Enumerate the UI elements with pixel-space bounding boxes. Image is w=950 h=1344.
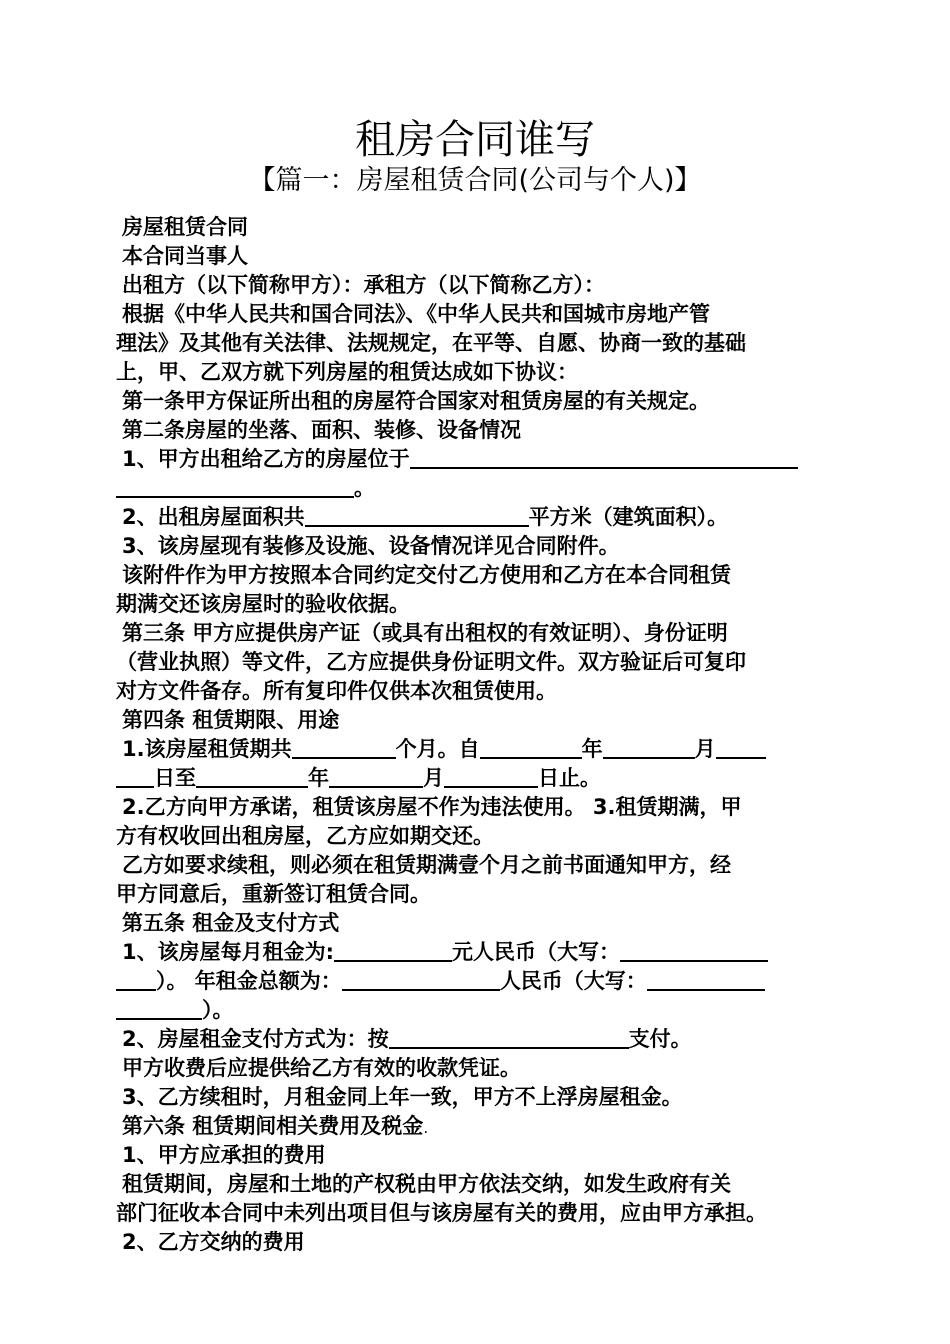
document-subtitle: 【篇一：房屋租赁合同(公司与个人)】 xyxy=(248,165,702,196)
line-text: 年 xyxy=(581,737,603,761)
text-line xyxy=(116,967,836,996)
line-text: 2、出租房屋面积共 xyxy=(122,505,305,529)
text-line: 甲方收费后应提供给乙方有效的收款凭证。 xyxy=(122,1056,521,1080)
line-text: 月 xyxy=(423,766,444,790)
blank-field xyxy=(444,764,538,788)
line-text: 1、甲方出租给乙方的房屋位于 xyxy=(122,447,410,471)
line-text: ）。 xyxy=(202,998,234,1022)
text-line: 第五条 租金及支付方式 xyxy=(122,911,340,935)
line-text: 支付。 xyxy=(628,1027,692,1051)
text-line: 方有权收回出租房屋，乙方应如期交还。 xyxy=(116,824,494,848)
blank-field xyxy=(116,474,354,498)
text-line: 该附件作为甲方按照本合同约定交付乙方使用和乙方在本合同租赁 xyxy=(122,563,731,587)
text-line: 第二条房屋的坐落、面积、装修、设备情况 xyxy=(122,418,521,442)
text-line xyxy=(116,503,836,532)
blank-field xyxy=(292,735,396,759)
line-text: 元人民币（大写： xyxy=(452,940,621,964)
line-text: 1、该房屋每月租金为: xyxy=(122,940,335,964)
line-text: 日止。 xyxy=(538,766,601,790)
text-line: 第一条甲方保证所出租的房屋符合国家对租赁房屋的有关规定。 xyxy=(122,389,710,413)
text-line: 甲方同意后，重新签订租赁合同。 xyxy=(116,882,431,906)
text-line: 租赁期间，房屋和土地的产权税由甲方依法交纳，如发生政府有关 xyxy=(122,1172,731,1196)
text-line: 2.乙方向甲方承诺，租赁该房屋不作为违法使用。 3.租赁期满，甲 xyxy=(122,795,742,819)
text-line xyxy=(116,1025,836,1054)
text-line: 1、甲方应承担的费用 xyxy=(122,1143,326,1167)
blank-field xyxy=(647,967,765,991)
text-line: （营业执照）等文件，乙方应提供身份证明文件。双方验证后可复印 xyxy=(116,650,746,674)
text-line: 根据《中华人民共和国合同法》、《中华人民共和国城市房地产管 xyxy=(122,302,710,326)
blank-field xyxy=(116,967,156,991)
text-line: 上，甲、乙双方就下列房屋的租赁达成如下协议： xyxy=(116,360,578,384)
blank-field xyxy=(342,967,500,991)
line-text: ）。 年租金总额为： xyxy=(156,969,342,993)
line-text: 日至 xyxy=(154,766,196,790)
text-line xyxy=(116,764,836,793)
blank-field xyxy=(603,735,695,759)
blank-field xyxy=(620,938,768,962)
line-text: 第六条 租赁期间相关费用及税金 xyxy=(122,1114,424,1138)
text-line: 第三条 甲方应提供房产证（或具有出租权的有效证明）、身份证明 xyxy=(122,621,728,645)
text-line: 理法》及其他有关法律、法规规定，在平等、自愿、协商一致的基础 xyxy=(116,331,746,355)
line-text: 个月。自 xyxy=(395,737,480,761)
line-text: 人民币（大写： xyxy=(499,969,647,993)
text-line: 乙方如要求续租，则必须在租赁期满壹个月之前书面通知甲方，经 xyxy=(122,853,731,877)
line-text: 。 xyxy=(354,476,375,500)
text-line: 房屋租赁合同 xyxy=(122,215,248,239)
line-text: 2、房屋租金支付方式为：按 xyxy=(122,1027,389,1051)
contract-body xyxy=(116,213,836,1257)
blank-field xyxy=(116,764,154,788)
text-line xyxy=(116,735,836,764)
text-line: 3、该房屋现有装修及设施、设备情况详见合同附件。 xyxy=(122,534,620,558)
text-line xyxy=(116,1112,836,1141)
line-text: 1.该房屋租赁期共 xyxy=(122,737,292,761)
blank-field xyxy=(716,735,766,759)
blank-field xyxy=(116,996,202,1020)
text-line: 3、乙方续租时，月租金同上年一致，甲方不上浮房屋租金。 xyxy=(122,1085,683,1109)
blank-field xyxy=(329,764,423,788)
document-title: 租房合同谁写 xyxy=(355,117,595,163)
text-line: 部门征收本合同中未列出项目但与该房屋有关的费用，应由甲方承担。 xyxy=(116,1201,767,1225)
text-line: 对方文件备存。所有复印件仅供本次租赁使用。 xyxy=(116,679,557,703)
text-line: 2、乙方交纳的费用 xyxy=(122,1230,305,1254)
blank-field xyxy=(480,735,582,759)
blank-field xyxy=(305,503,529,527)
line-text: 平方米（建筑面积）。 xyxy=(528,505,729,529)
text-line: 本合同当事人 xyxy=(122,244,248,268)
text-line: 期满交还该房屋时的验收依据。 xyxy=(116,592,410,616)
text-line xyxy=(116,938,836,967)
line-text: . xyxy=(423,1119,429,1137)
text-line: 第四条 租赁期限、用途 xyxy=(122,708,340,732)
text-line: 出租方（以下简称甲方）：承租方（以下简称乙方）： xyxy=(122,273,605,297)
blank-field xyxy=(389,1025,629,1049)
text-line xyxy=(116,474,836,503)
blank-field xyxy=(196,764,308,788)
text-line xyxy=(116,445,836,474)
line-text: 年 xyxy=(308,766,329,790)
line-text: 月 xyxy=(694,737,716,761)
blank-field xyxy=(410,445,798,469)
text-line xyxy=(116,996,836,1025)
blank-field xyxy=(334,938,452,962)
